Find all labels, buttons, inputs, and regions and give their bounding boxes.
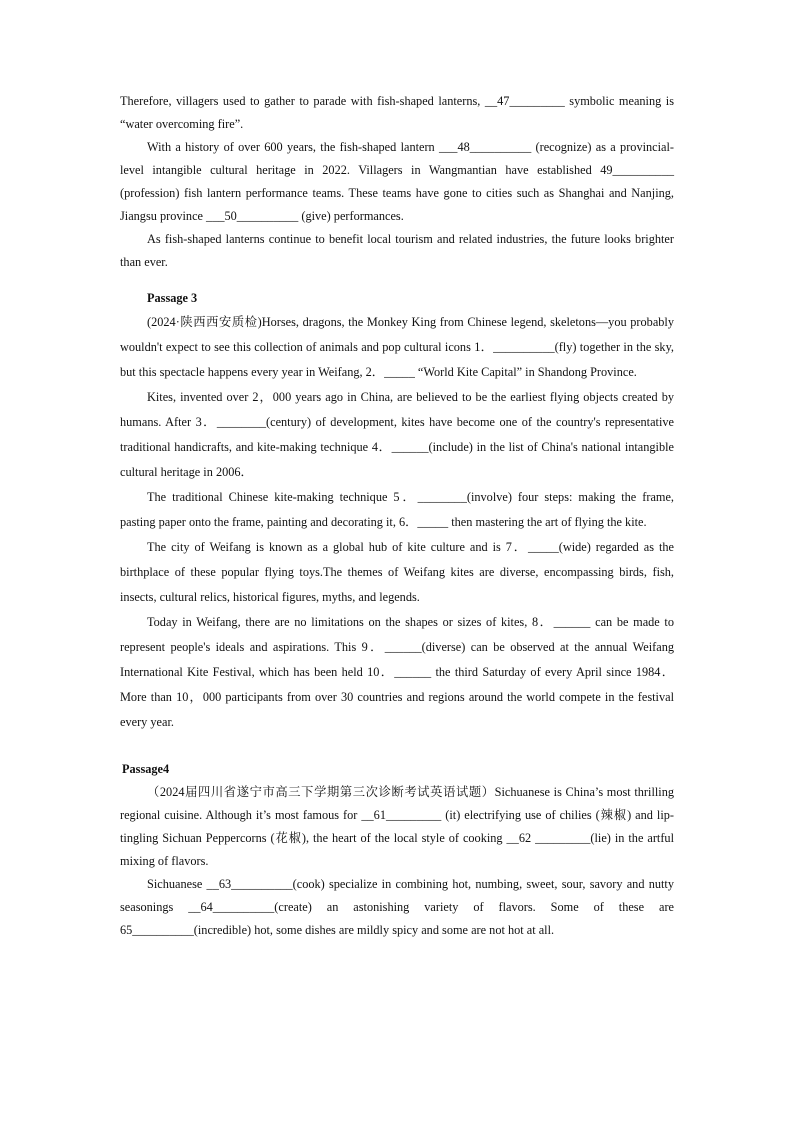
paragraph-future: As fish-shaped lanterns continue to benefit local tourism and related industries, the future looks brighter than ever. [120,232,674,269]
passage-3-heading: Passage 3 [147,291,198,305]
passage-4 [120,758,674,942]
paragraph-kite-technique: The traditional Chinese kite-making technique 5．________(involve) four steps: making the frame, pasting paper onto the frame, painting and decorating it, 6．_____ then mastering the art of flying the kite. [120,490,674,529]
paragraph-heritage: With a history of over 600 years, the fish-shaped lantern ___48__________ (recognize) as a provincial-level intangible cultural heritage in 2022. Villagers in Wangmantian have established 49__________ (profession) fish lantern performance teams. These teams have gone to cities such as Shanghai and Nanjing, Jiangsu province ___50__________ (give) performances. [120,140,674,223]
passage-2-continuation [120,90,674,274]
section-spacer [120,274,674,287]
paragraph-weifang-hub: The city of Weifang is known as a global hub of kite culture and is 7．_____(wide) regarded as the birthplace of these popular flying toys.The themes of Weifang kites are diverse, encompassing birds, fish, insects, cultural relics, historical figures, myths, and legends. [120,540,674,604]
paragraph-kite-history: Kites, invented over 2，000 years ago in China, are believed to be the earliest flying objects created by humans. After 3．________(century) of development, kites have become one of the country's representative traditional handicrafts, and kite-making technique 4．______(include) in the list of China's national intangible cultural heritage in 2006． [120,390,674,479]
passage-4-heading: Passage4 [122,762,170,776]
section-spacer [120,735,674,758]
paragraph-lanterns-symbolic: Therefore, villagers used to gather to parade with fish-shaped lanterns, __47_________ symbolic meaning is “water overcoming fire”. [120,94,674,131]
paragraph-sichuan-cuisine: （2024届四川省遂宁市高三下学期第三次诊断考试英语试题）Sichuanese is China’s most thrilling regional cuisine. Although it’s most famous for __61_________ (it) electrifying use of chilies (辣椒) and lip-tingling Sichuan Peppercorns (花椒), the heart of the local style of cooking __62 _________(lie) in the artful mixing of flavors. [120,785,674,868]
document-page [120,90,674,942]
paragraph-sichuan-cooks: Sichuanese __63__________(cook) specialize in combining hot, numbing, sweet, sour, savory and nutty seasonings __64__________(create) an astonishing variety of flavors. Some of these are 65__________(incredible) hot, some dishes are mildly spicy and some are not hot at all. [120,877,674,937]
paragraph-kite-intro: (2024·陕西西安质检)Horses, dragons, the Monkey King from Chinese legend, skeletons—you probably wouldn't expect to see this collection of animals and pop cultural icons 1．__________(fly) together in the sky, but this spectacle happens every year in Weifang, 2．_____ “World Kite Capital” in Shandong Province. [120,315,674,379]
paragraph-kite-festival: Today in Weifang, there are no limitations on the shapes or sizes of kites, 8．______ can be made to represent people's ideals and aspirations. This 9．______(diverse) can be observed at the annual Weifang International Kite Festival, which has been held 10．______ the third Saturday of every April since 1984． More than 10，000 participants from over 30 countries and regions around the world compete in the festival every year. [120,615,674,729]
passage-3 [120,287,674,735]
